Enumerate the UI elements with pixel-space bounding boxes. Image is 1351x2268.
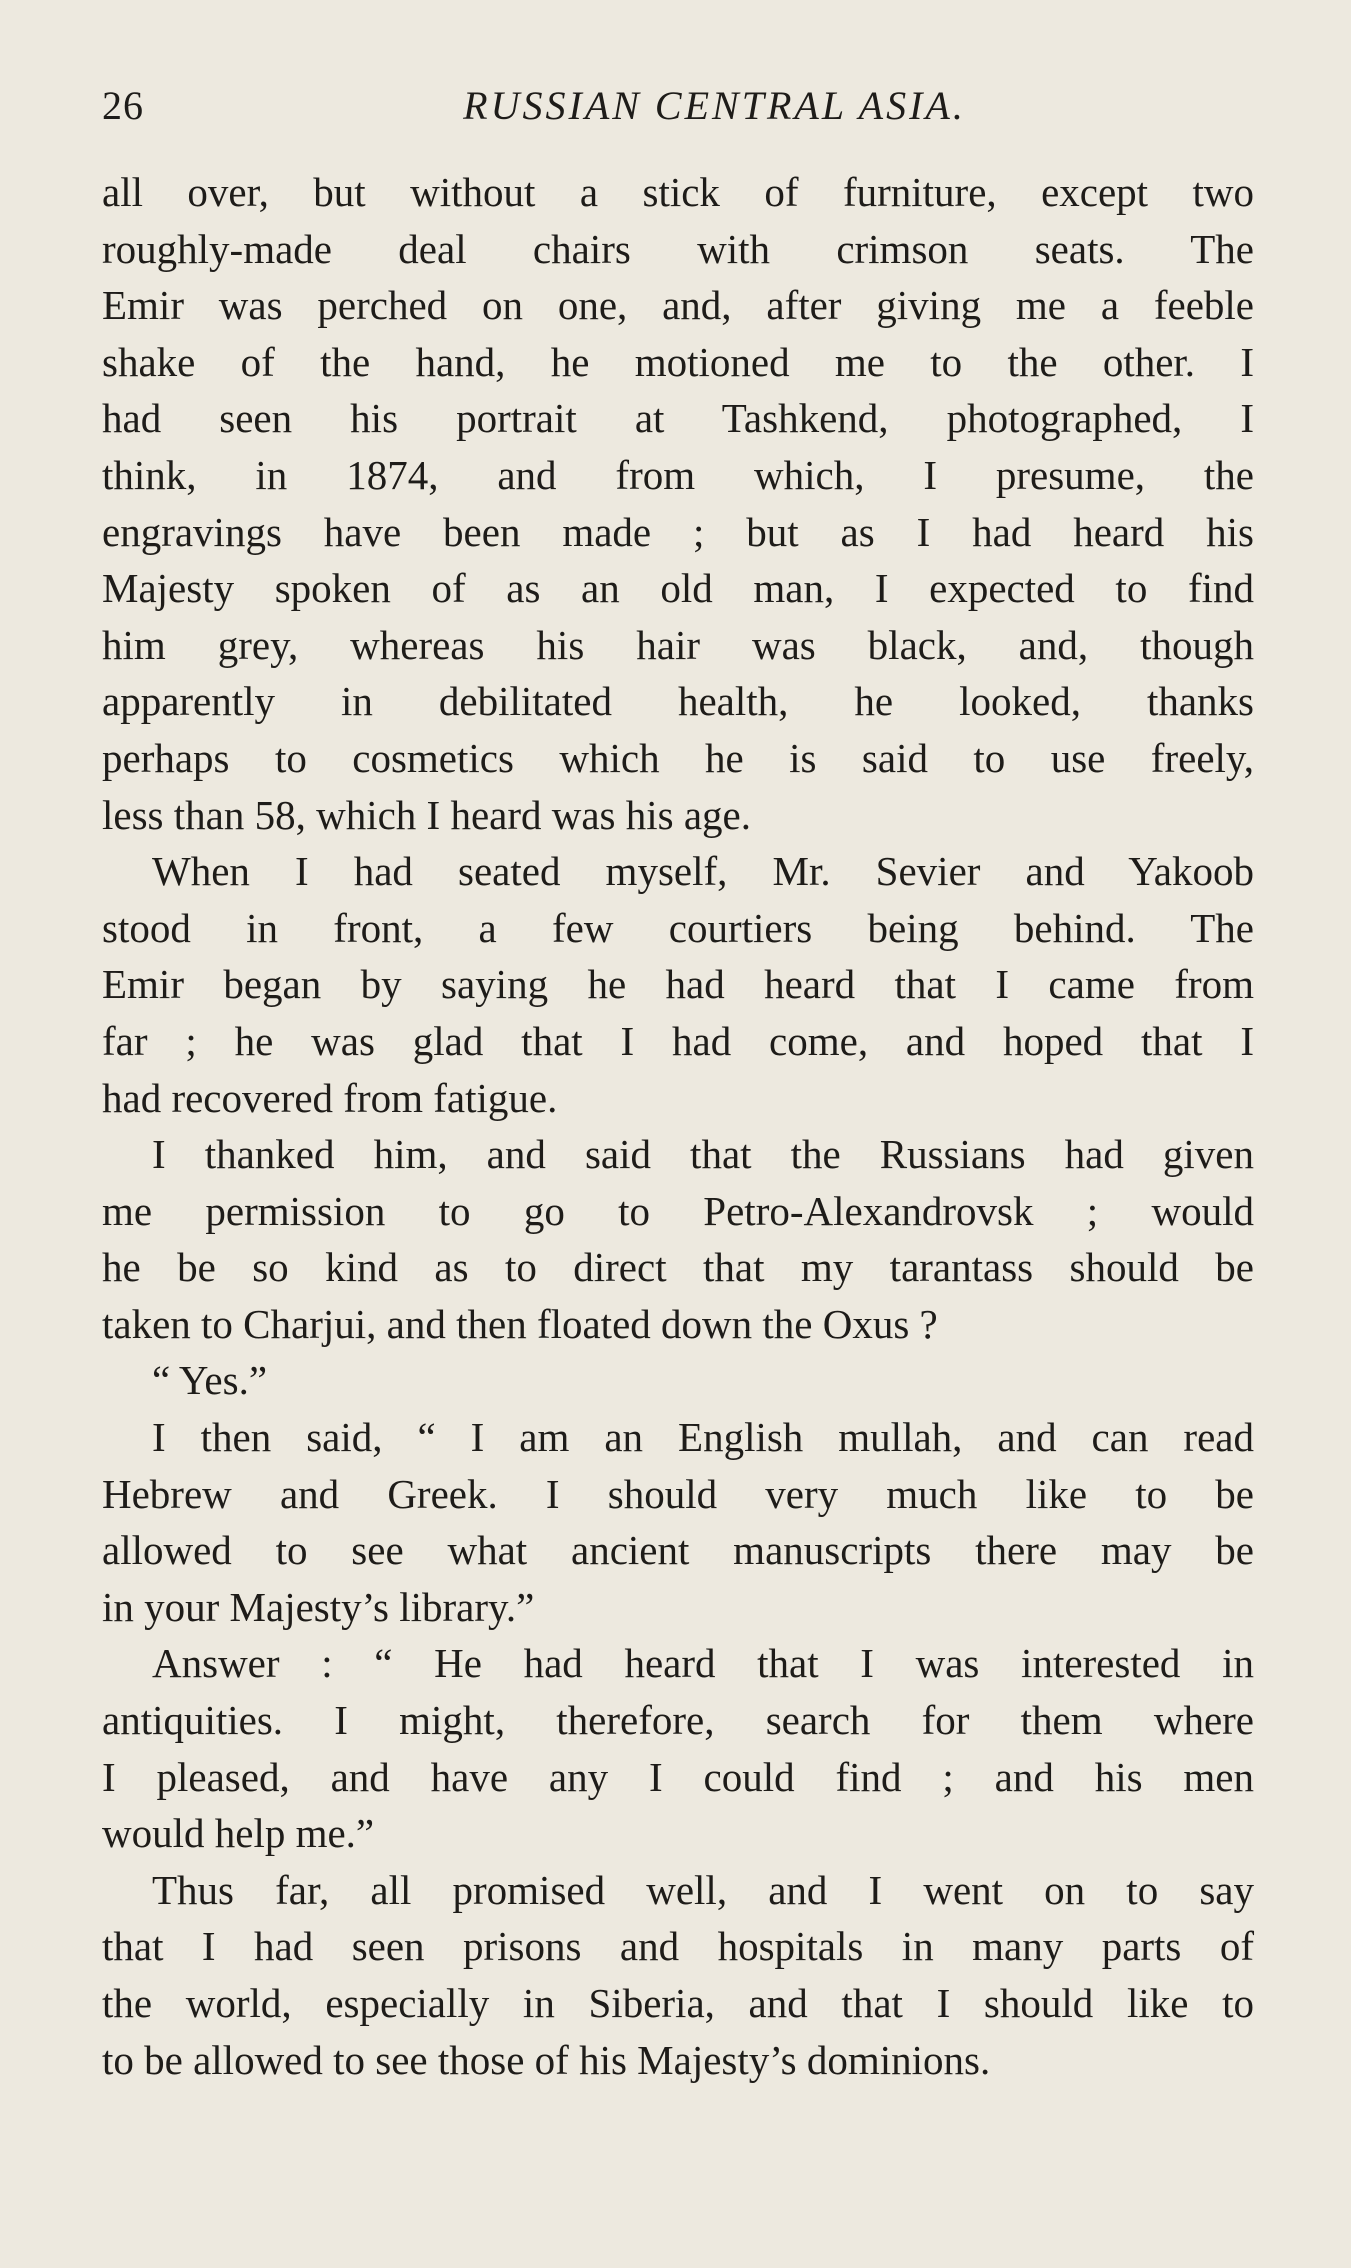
body-text: [102, 164, 1254, 2088]
text-line: stood in front, a few courtiers being behind. The: [102, 904, 1254, 951]
text-line: the world, especially in Siberia, and that I should like to: [102, 1980, 1254, 2026]
text-line: Thus far, all promised well, and I went on to say: [152, 1866, 1254, 1913]
text-line: Hebrew and Greek. I should very much like to be: [102, 1470, 1254, 1517]
page-number: 26: [102, 83, 144, 128]
running-head: [102, 82, 1257, 142]
text-line: that I had seen prisons and hospitals in many parts of: [102, 1923, 1254, 1970]
text-line: Answer : “ He had heard that I was interested in: [152, 1640, 1254, 1687]
text-line: all over, but without a stick of furniture, except two: [102, 169, 1254, 215]
text-line: shake of the hand, he motioned me to the other. I: [102, 338, 1254, 385]
text-line: me permission to go to Petro-Alexandrovsk ; would: [102, 1187, 1254, 1234]
text-line: think, in 1874, and from which, I presume, the: [102, 451, 1254, 498]
text-line: had recovered from fatigue.: [102, 1074, 558, 1121]
text-line: “ Yes.”: [152, 1357, 268, 1404]
text-line: less than 58, which I heard was his age.: [102, 791, 751, 838]
text-line: I pleased, and have any I could find ; and his men: [102, 1753, 1254, 1800]
text-line: When I had seated myself, Mr. Sevier and Yakoob: [152, 848, 1254, 895]
text-line: allowed to see what ancient manuscripts there may be: [102, 1527, 1254, 1574]
text-line: Emir was perched on one, and, after giving me a feeble: [102, 282, 1254, 329]
text-line: to be allowed to see those of his Majesty’s dominions.: [102, 2036, 991, 2083]
text-line: apparently in debilitated health, he looked, thanks: [102, 678, 1254, 725]
text-line: in your Majesty’s library.”: [102, 1583, 535, 1630]
text-line: roughly-made deal chairs with crimson seats. The: [102, 225, 1254, 272]
text-line: engravings have been made ; but as I had heard his: [102, 508, 1254, 555]
text-line: Majesty spoken of as an old man, I expected to find: [102, 565, 1254, 612]
text-line: perhaps to cosmetics which he is said to use freely,: [102, 734, 1254, 781]
text-line: I then said, “ I am an English mullah, and can read: [152, 1414, 1254, 1461]
running-title: RUSSIAN CENTRAL ASIA.: [463, 83, 966, 128]
text-line: I thanked him, and said that the Russians had given: [152, 1131, 1254, 1178]
text-line: him grey, whereas his hair was black, and, though: [102, 621, 1254, 668]
text-line: would help me.”: [102, 1810, 375, 1857]
text-line: antiquities. I might, therefore, search for them where: [102, 1697, 1254, 1744]
text-line: had seen his portrait at Tashkend, photographed, I: [102, 395, 1254, 442]
text-line: Emir began by saying he had heard that I came from: [102, 961, 1254, 1008]
text-line: taken to Charjui, and then floated down the Oxus ?: [102, 1300, 938, 1347]
text-line: far ; he was glad that I had come, and hoped that I: [102, 1017, 1254, 1064]
text-line: he be so kind as to direct that my tarantass should be: [102, 1244, 1254, 1291]
